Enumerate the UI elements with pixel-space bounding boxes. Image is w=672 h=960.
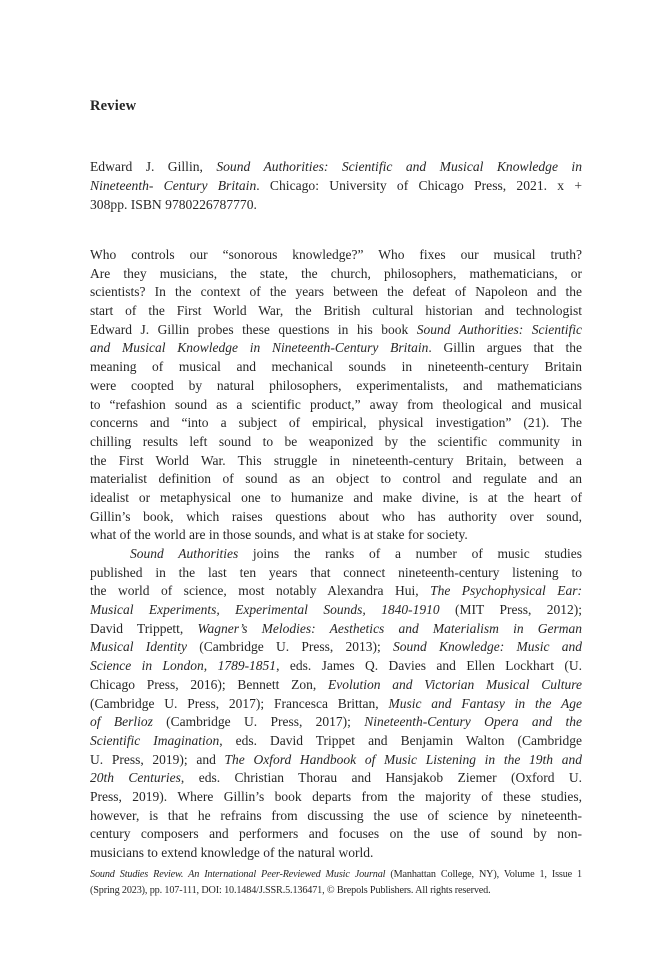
- italic-text-segment: 20th Centuries: [90, 770, 181, 786]
- text-line: [90, 676, 582, 695]
- text-line: [90, 844, 582, 863]
- text-segment: , eds. David Trippet and Benjamin Walton (Cambridge: [219, 732, 582, 748]
- italic-text-segment: and Musical Knowledge in Nineteenth-Century Britain: [90, 340, 429, 356]
- text-segment: (Spring 2023), pp. 107-111, DOI: 10.1484/J.SSR.5.136471, © Brepols Publishers. All rights reserved.: [90, 884, 491, 896]
- text-line: [90, 265, 582, 284]
- text-line: [90, 883, 582, 899]
- text-line: [90, 176, 582, 195]
- text-segment: David Trippett,: [90, 620, 198, 636]
- text-line: [90, 825, 582, 844]
- text-segment: Gillin’s book, which raises questions about who has authority over sound,: [90, 508, 582, 524]
- text-line: [90, 339, 582, 358]
- text-segment: concerns and “into a subject of empirical, physical investigation” (21). The: [90, 415, 582, 431]
- italic-text-segment: Scientific Imagination: [90, 732, 220, 748]
- italic-text-segment: Sound Knowledge: Music and: [393, 639, 582, 655]
- text-segment: to “refashion sound as a scientific product,” away from theological and musical: [90, 396, 582, 412]
- text-line: [90, 601, 582, 620]
- text-line: [90, 302, 582, 321]
- italic-text-segment: Science in London, 1789-1851: [90, 658, 277, 674]
- text-segment: the First World War. This struggle in nineteenth-century Britain, between a: [90, 452, 582, 468]
- text-segment: what of the world are in those sounds, and what is at stake for society.: [90, 527, 468, 543]
- paragraph-1: [90, 246, 582, 545]
- text-line: [90, 638, 582, 657]
- text-segment: idealist or metaphysical one to humanize and make divine, is at the heart of: [90, 489, 582, 505]
- text-segment: start of the First World War, the British cultural historian and technologist: [90, 303, 582, 319]
- text-line: [90, 508, 582, 527]
- text-line: [90, 867, 582, 883]
- text-line: [90, 433, 582, 452]
- text-segment: , eds. Christian Thorau and Hansjakob Ziemer (Oxford U.: [180, 770, 582, 786]
- text-line: [90, 620, 582, 639]
- text-line: [90, 452, 582, 471]
- italic-text-segment: Sound Studies Review. An International Peer-Reviewed Music Journal: [90, 869, 386, 880]
- text-line: [90, 545, 582, 564]
- italic-text-segment: Evolution and Victorian Musical Culture: [328, 676, 582, 692]
- text-segment: were coopted by natural philosophers, experimentalists, and mathematicians: [90, 377, 582, 393]
- text-segment: Press, 2019). Where Gillin’s book departs from the majority of these studies,: [90, 788, 582, 804]
- text-segment: , eds. James Q. Davies and Ellen Lockhart (U.: [276, 658, 582, 674]
- text-segment: Chicago Press, 2016); Bennett Zon,: [90, 676, 328, 692]
- text-segment: (Cambridge U. Press, 2013);: [186, 639, 393, 655]
- text-segment: joins the ranks of a number of music studies: [238, 546, 582, 561]
- text-line: [90, 807, 582, 826]
- text-line: [90, 489, 582, 508]
- italic-text-segment: Musical Identity: [90, 639, 187, 655]
- text-segment: materialist definition of sound as an object to control and regulate and an: [90, 471, 582, 487]
- book-citation: [90, 157, 582, 214]
- italic-text-segment: Nineteenth-Century Opera and the: [364, 714, 582, 730]
- text-line: [90, 732, 582, 751]
- text-line: [90, 321, 582, 340]
- text-line: [90, 246, 582, 265]
- text-segment: meaning of musical and mechanical sounds in nineteenth-century Britain: [90, 359, 582, 375]
- text-segment: 308pp. ISBN 9780226787770.: [90, 197, 257, 212]
- text-line: [90, 377, 582, 396]
- text-line: [90, 695, 582, 714]
- text-segment: U. Press, 2019); and: [90, 751, 225, 767]
- italic-text-segment: of Berlioz: [90, 714, 153, 730]
- text-segment: Who controls our “sonorous knowledge?” Who fixes our musical truth?: [90, 247, 582, 262]
- text-segment: (Manhattan College, NY), Volume 1, Issue 1: [385, 869, 582, 880]
- text-segment: (MIT Press, 2012);: [439, 602, 582, 618]
- italic-text-segment: Sound Authorities: [130, 546, 239, 561]
- italic-text-segment: The Oxford Handbook of Music Listening in the 19th and: [224, 751, 582, 767]
- text-line: [90, 769, 582, 788]
- text-segment: (Cambridge U. Press, 2017);: [152, 714, 365, 730]
- paragraph-2: [90, 545, 582, 863]
- italic-text-segment: Music and Fantasy in the Age: [388, 695, 582, 711]
- text-line: [90, 396, 582, 415]
- review-body: [90, 246, 582, 863]
- text-segment: published in the last ten years that connect nineteenth-century listening to: [90, 564, 582, 580]
- text-segment: Edward J. Gillin probes these questions in his book: [90, 321, 417, 337]
- text-segment: . Gillin argues that the: [428, 340, 582, 356]
- text-segment: chilling results left sound to be weaponized by the scientific community in: [90, 433, 582, 449]
- review-heading: Review: [90, 98, 137, 114]
- journal-footer: [90, 867, 582, 898]
- text-line: [90, 751, 582, 770]
- text-segment: the world of science, most notably Alexandra Hui,: [90, 583, 431, 599]
- italic-text-segment: Wagner’s Melodies: Aesthetics and Materialism in German: [197, 620, 582, 636]
- italic-text-segment: Musical Experiments, Experimental Sounds, 1840-1910: [90, 602, 440, 618]
- text-line: [90, 283, 582, 302]
- text-segment: however, is that he refrains from discussing the use of science by nineteenth-: [90, 807, 582, 823]
- text-line: [90, 526, 582, 545]
- text-line: [90, 788, 582, 807]
- text-line: [90, 157, 582, 176]
- italic-text-segment: Sound Authorities: Scientific and Musical Knowledge in: [216, 159, 582, 174]
- text-line: [90, 414, 582, 433]
- italic-text-segment: The Psychophysical Ear:: [430, 583, 582, 599]
- italic-text-segment: Nineteenth- Century Britain: [90, 178, 257, 193]
- text-line: [90, 713, 582, 732]
- text-line: [90, 470, 582, 489]
- text-line: [90, 358, 582, 377]
- text-line: [90, 195, 582, 214]
- text-segment: Edward J. Gillin,: [90, 159, 217, 174]
- italic-text-segment: Sound Authorities: Scientific: [416, 321, 582, 337]
- text-segment: (Cambridge U. Press, 2017); Francesca Brittan,: [90, 695, 389, 711]
- text-line: [90, 582, 582, 601]
- text-line: [90, 564, 582, 583]
- text-line: [90, 657, 582, 676]
- text-segment: . Chicago: University of Chicago Press, 2021. x +: [256, 178, 582, 193]
- text-segment: Are they musicians, the state, the church, philosophers, mathematicians, or: [90, 265, 582, 281]
- text-segment: musicians to extend knowledge of the natural world.: [90, 845, 374, 860]
- text-segment: century composers and performers and focuses on the use of sound by non-: [90, 826, 582, 842]
- text-segment: scientists? In the context of the years between the defeat of Napoleon and the: [90, 284, 582, 300]
